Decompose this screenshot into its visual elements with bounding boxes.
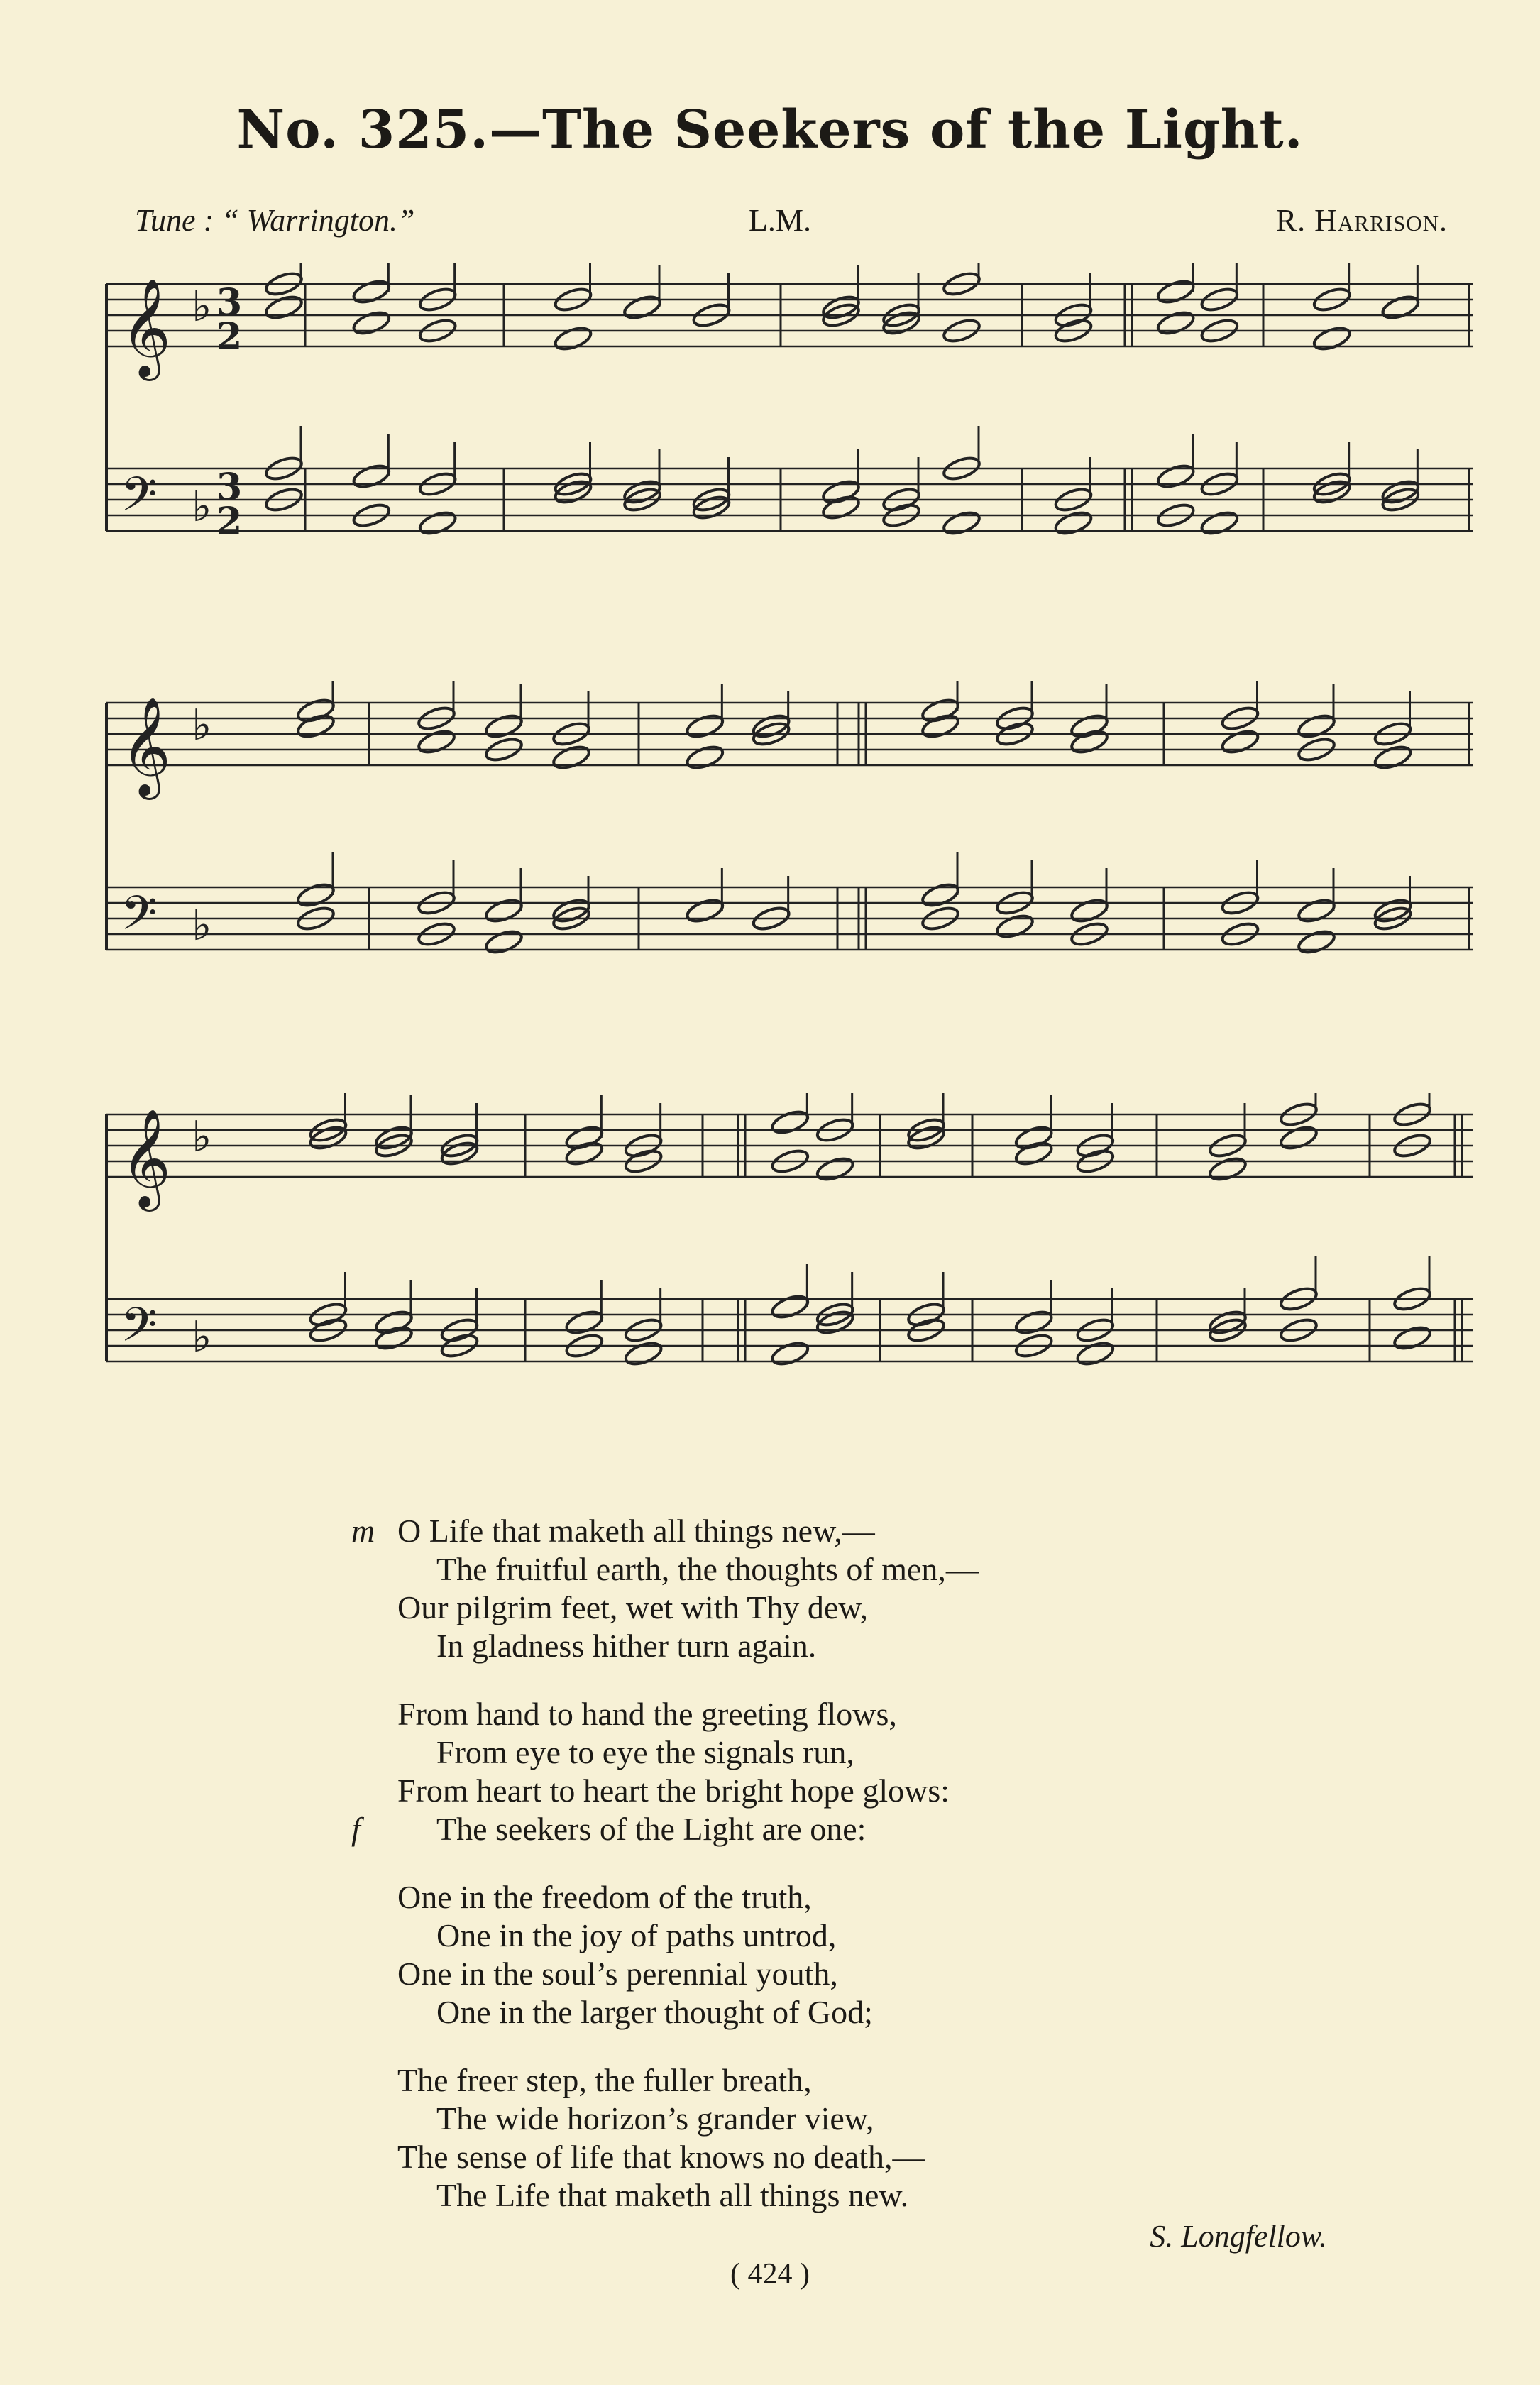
note-head [920,712,960,740]
note-head [994,912,1035,941]
score-system-2 [92,681,1483,1015]
verse-line: The fruitful earth, the thoughts of men,— [436,1551,979,1587]
note-head [564,1139,605,1168]
verse-line: In gladness hither turn again. [436,1628,817,1664]
verse-line: The Life that maketh all things new. [436,2177,909,2213]
note-head [1311,324,1352,353]
flat-icon: ♭ [192,1312,212,1362]
score-system-1 [92,263,1483,596]
note-head [416,728,456,756]
note-head [1199,509,1240,537]
note-head [351,278,392,306]
note-head [1069,897,1109,925]
verse-line: m O Life that maketh all things new,— [351,1513,875,1549]
tune-info-row [135,202,1448,245]
note-head [941,509,981,537]
time-signature: 3 [216,281,243,324]
note-head [295,696,336,725]
note-head [1155,462,1196,490]
verse-line: The freer step, the fuller breath, [397,2062,812,2098]
note-head [1296,712,1336,740]
page-number: ( 424 ) [730,2258,810,2291]
note-head [373,1324,414,1352]
verse-line: The wide horizon’s grander view, [436,2100,874,2137]
note-head [1155,309,1196,337]
verse-line: The sense of life that knows no death,— [397,2139,925,2175]
grand-staff [106,681,1473,956]
flat-icon: ♭ [192,482,212,532]
note-head [1373,743,1413,772]
note-head [1069,712,1109,740]
note-head [1013,1124,1054,1152]
note-head [1220,728,1260,756]
note-head [553,324,593,353]
note-head [622,293,662,322]
treble-clef-icon: 𝄞 [121,278,171,377]
dynamic-mark: m [351,1513,375,1549]
note-head [1296,897,1336,925]
note-head [351,309,392,337]
note-head [770,1293,810,1321]
grand-staff [106,263,1473,543]
verse-line: Our pilgrim feet, wet with Thy dew, [397,1589,869,1625]
note-head [685,897,725,925]
note-head [373,1308,414,1337]
composer: R. Harrison. [1275,203,1448,238]
note-head [1013,1308,1054,1337]
tune-name: Tune : “ Warrington.” [135,203,415,238]
dynamic-mark: f [351,1811,361,1847]
note-head [1278,1124,1319,1152]
music-system-2 [92,681,1483,1015]
note-head [920,881,960,909]
note-head [1053,509,1094,537]
note-head [920,696,960,725]
verse-line: f The seekers of the Light are one: [351,1811,867,1847]
author: S. Longfellow. [1150,2219,1327,2254]
note-head [1380,293,1421,322]
meter: L.M. [749,203,811,238]
note-head [483,928,524,956]
hymn-title: No. 325.—The Seekers of the Light. [236,99,1304,160]
note-head [685,743,725,772]
bass-clef-icon: 𝄢 [121,886,158,952]
note-head [1207,1155,1248,1183]
note-head [263,293,304,322]
stanza-1 [351,1512,1320,1665]
verse-line: One in the freedom of the truth, [397,1879,812,1915]
verse-line: One in the soul’s perennial youth, [397,1956,838,1992]
time-signature: 3 [216,466,243,509]
score-system-3 [92,1093,1483,1427]
note-head [483,712,524,740]
flat-icon: ♭ [192,1112,212,1162]
note-head [623,1339,664,1368]
bass-clef-icon: 𝄢 [121,1298,158,1364]
note-head [1013,1139,1054,1168]
note-head [770,1108,810,1136]
note-head [1075,1339,1116,1368]
time-signature: 2 [216,500,243,543]
note-head [564,1308,605,1337]
note-head [295,881,336,909]
flat-icon: ♭ [192,282,212,331]
note-head [685,712,725,740]
note-head [820,478,861,506]
grand-staff [106,1093,1473,1368]
note-head [815,1155,855,1183]
note-head [483,897,524,925]
note-head [564,1124,605,1152]
music-system-3 [92,1093,1483,1427]
note-head [1069,728,1109,756]
time-signature: 2 [216,315,243,358]
note-head [351,462,392,490]
stanza-3 [397,1878,1320,2032]
note-head [417,509,458,537]
hymn-verses [351,1512,1320,2244]
verse-line: One in the larger thought of God; [436,1994,873,2030]
flat-icon: ♭ [192,901,212,950]
verse-line: From heart to heart the bright hope glows: [397,1772,950,1809]
note-head [1155,278,1196,306]
stanza-2 [351,1695,1320,1848]
verse-line: From hand to hand the greeting flows, [397,1696,897,1732]
verse-line: From eye to eye the signals run, [436,1734,854,1770]
note-head [295,712,336,740]
note-head [820,493,861,522]
note-head [770,1339,810,1368]
stanza-4 [397,2061,1320,2215]
music-system-1 [92,263,1483,596]
flat-icon: ♭ [192,701,212,750]
bass-clef-icon: 𝄢 [121,467,158,533]
treble-clef-icon: 𝄞 [121,697,171,796]
verse-line: One in the joy of paths untrod, [436,1917,837,1953]
note-head [1392,1324,1432,1352]
note-head [551,743,591,772]
treble-clef-icon: 𝄞 [121,1109,171,1207]
note-head [1296,928,1336,956]
